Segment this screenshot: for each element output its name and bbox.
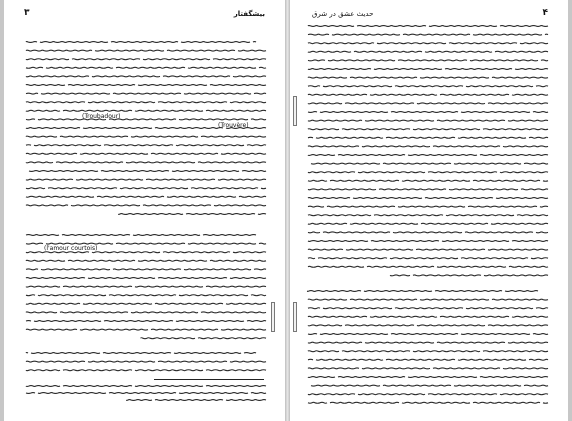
text-line: [308, 334, 548, 335]
text-line: [390, 275, 548, 276]
text-line: [308, 377, 548, 378]
text-line: [26, 303, 266, 304]
text-line: [26, 145, 266, 146]
body-text: [4, 0, 285, 421]
text-line: [26, 286, 266, 287]
text-line: [308, 215, 548, 216]
page-scroll-tab-right-bottom[interactable]: [293, 302, 297, 332]
text-line: [26, 93, 266, 94]
text-line: [308, 308, 548, 309]
text-line: [26, 110, 266, 111]
text-line: [307, 291, 538, 292]
text-line: [26, 370, 266, 371]
text-line: [26, 361, 266, 362]
text-line: [308, 241, 548, 242]
text-line: [308, 198, 548, 199]
text-line: [119, 214, 266, 215]
text-line: [308, 112, 548, 113]
text-line: [26, 295, 266, 296]
text-line: [308, 146, 548, 147]
text-line: [26, 179, 266, 180]
inline-term-troubadour: (Troubadour): [82, 113, 121, 120]
inline-term-trouvere: (Trouvère): [218, 122, 249, 129]
text-line: [26, 162, 266, 163]
left-page: [4, 0, 285, 421]
text-line: [308, 316, 548, 317]
text-line: [26, 136, 266, 137]
text-line: [26, 196, 266, 197]
text-line: [308, 342, 548, 343]
text-line: [26, 353, 256, 354]
text-line: [26, 260, 266, 261]
page-number: ۴: [542, 8, 548, 18]
text-line: [308, 120, 548, 121]
text-line: [127, 400, 266, 401]
footnote-divider: [154, 379, 264, 380]
text-line: [308, 129, 548, 130]
text-line: [308, 258, 548, 259]
text-line: [308, 402, 548, 403]
text-line: [26, 312, 266, 313]
text-line: [308, 385, 548, 386]
text-line: [308, 94, 548, 95]
page-scroll-tab-right-top[interactable]: [293, 96, 297, 126]
text-line: [26, 153, 266, 154]
text-line: [26, 243, 266, 244]
text-line: [308, 394, 548, 395]
running-head: بیشگفتار: [233, 10, 265, 18]
text-line: [308, 34, 548, 35]
text-line: [26, 76, 266, 77]
text-line: [308, 206, 548, 207]
text-line: [26, 67, 266, 68]
body-text: [290, 0, 568, 421]
text-line: [308, 86, 548, 87]
text-line: [308, 368, 548, 369]
text-line: [308, 359, 548, 360]
text-line: [308, 77, 548, 78]
text-line: [308, 189, 548, 190]
text-line: [26, 171, 266, 172]
text-line: [308, 180, 548, 181]
text-line: [26, 85, 266, 86]
inline-term-amour-courtois: (l'amour courtois): [44, 245, 98, 252]
text-line: [308, 51, 548, 52]
body-text-lines: [4, 0, 285, 421]
text-line: [308, 351, 548, 352]
text-line: [308, 266, 548, 267]
body-text-lines: [290, 0, 568, 421]
text-line: [308, 43, 548, 44]
text-line: [26, 386, 266, 387]
text-line: [308, 137, 548, 138]
text-line: [308, 163, 548, 164]
text-line: [26, 188, 266, 189]
right-page: [290, 0, 568, 421]
text-line: [308, 155, 548, 156]
text-line: [26, 42, 256, 43]
text-line: [26, 278, 266, 279]
text-line: [26, 102, 266, 103]
text-line: [308, 60, 548, 61]
text-line: [308, 69, 548, 70]
running-head: حدیث عشق در شرق: [312, 10, 374, 18]
text-line: [308, 325, 548, 326]
page-number: ۳: [24, 8, 30, 18]
text-line: [26, 321, 266, 322]
text-line: [26, 235, 256, 236]
text-line: [26, 50, 266, 51]
text-line: [26, 119, 266, 120]
text-line: [308, 103, 548, 104]
text-line: [141, 338, 266, 339]
text-line: [308, 299, 548, 300]
text-line: [308, 249, 548, 250]
text-line: [308, 223, 548, 224]
text-line: [26, 59, 266, 60]
page-scroll-tab-left[interactable]: [271, 302, 275, 332]
text-line: [26, 205, 266, 206]
text-line: [308, 232, 548, 233]
text-line: [308, 26, 548, 27]
text-line: [26, 329, 266, 330]
text-line: [308, 172, 548, 173]
text-line: [26, 393, 266, 394]
text-line: [26, 269, 266, 270]
